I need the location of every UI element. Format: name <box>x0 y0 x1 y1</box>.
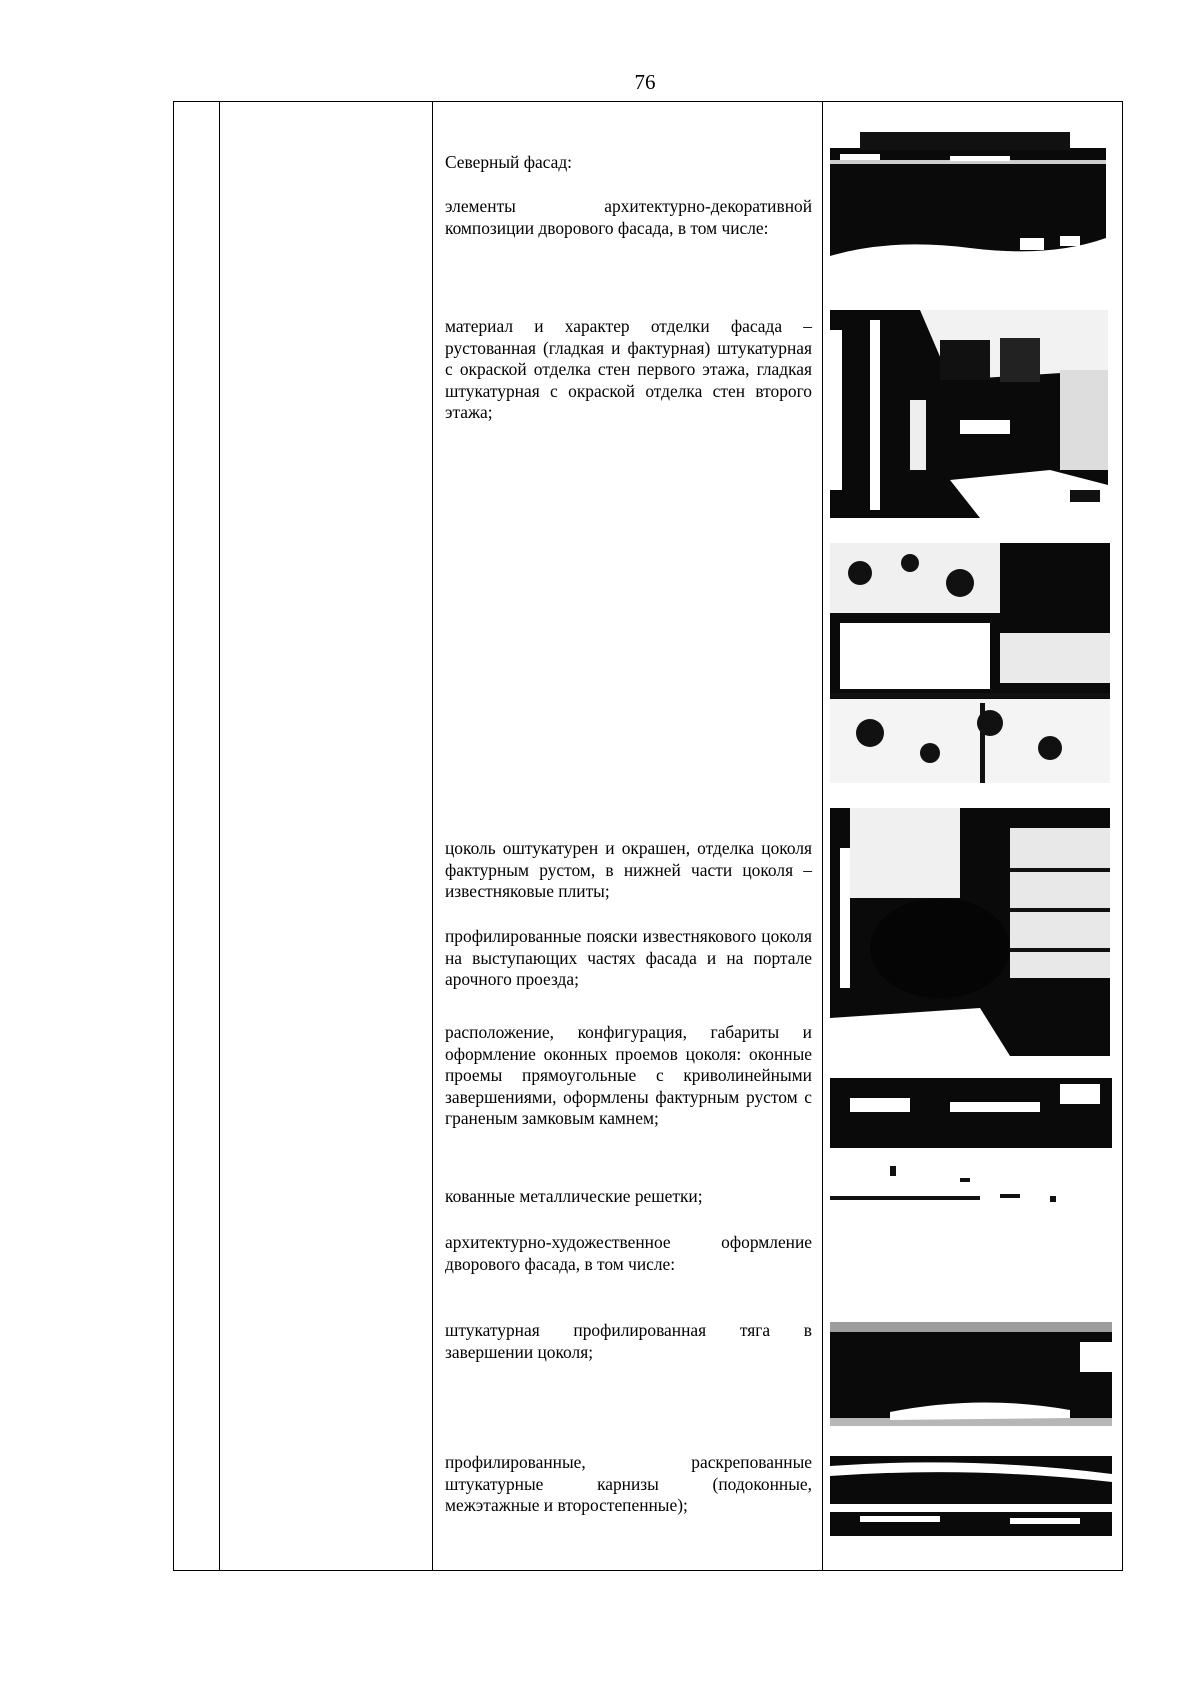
column-divider-3 <box>822 102 823 1570</box>
photo-facade-overview <box>830 126 1106 284</box>
page-number: 76 <box>634 70 656 94</box>
paragraph-metal-grilles: кованные металлические решетки; <box>445 1186 703 1206</box>
paragraph-north-facade: Северный фасад: <box>445 152 573 172</box>
paragraph-facade-finish: материал и характер отделки фасада – рустованная (гладкая и фактурная) штукатурная с окраской отделка стен первого этажа, гладкая штукатурная с окраской отделка стен второго этажа; <box>445 316 812 423</box>
photo-window-openings <box>830 1078 1112 1208</box>
paragraph-limestone-belts: профилированные пояски известнякового цоколя на выступающих частях фасада и на портале арочного проезда; <box>445 926 812 990</box>
paragraph-window-openings: расположение, конфигурация, габариты и оформление оконных проемов цоколя: оконные проемы прямоугольные с криволинейными завершениями, оформлены фактурным рустом с граненым замковым камнем; <box>445 1022 812 1129</box>
paragraph-artistic-design: архитектурно-художественное оформление дворового фасада, в том числе: <box>445 1232 812 1274</box>
paragraph-plinth-molding: штукатурная профилированная тяга в завершении цоколя; <box>445 1320 812 1362</box>
photo-plinth <box>830 808 1110 1056</box>
photo-plinth-molding <box>830 1322 1112 1426</box>
photo-rusticated-wall <box>830 543 1110 783</box>
photo-cornices <box>830 1456 1112 1536</box>
column-divider-1 <box>219 102 220 1570</box>
photo-facade-finish <box>830 310 1108 518</box>
paragraph-decorative-elements: элементы архитектурно-декоративной композиции дворового фасада, в том числе: <box>445 196 812 238</box>
paragraph-plinth: цоколь оштукатурен и окрашен, отделка цоколя фактурным рустом, в нижней части цоколя – известняковые плиты; <box>445 838 812 902</box>
paragraph-cornices: профилированные, раскрепованные штукатурные карнизы (подоконные, межэтажные и второстепенные); <box>445 1452 812 1516</box>
column-divider-2 <box>432 102 433 1570</box>
